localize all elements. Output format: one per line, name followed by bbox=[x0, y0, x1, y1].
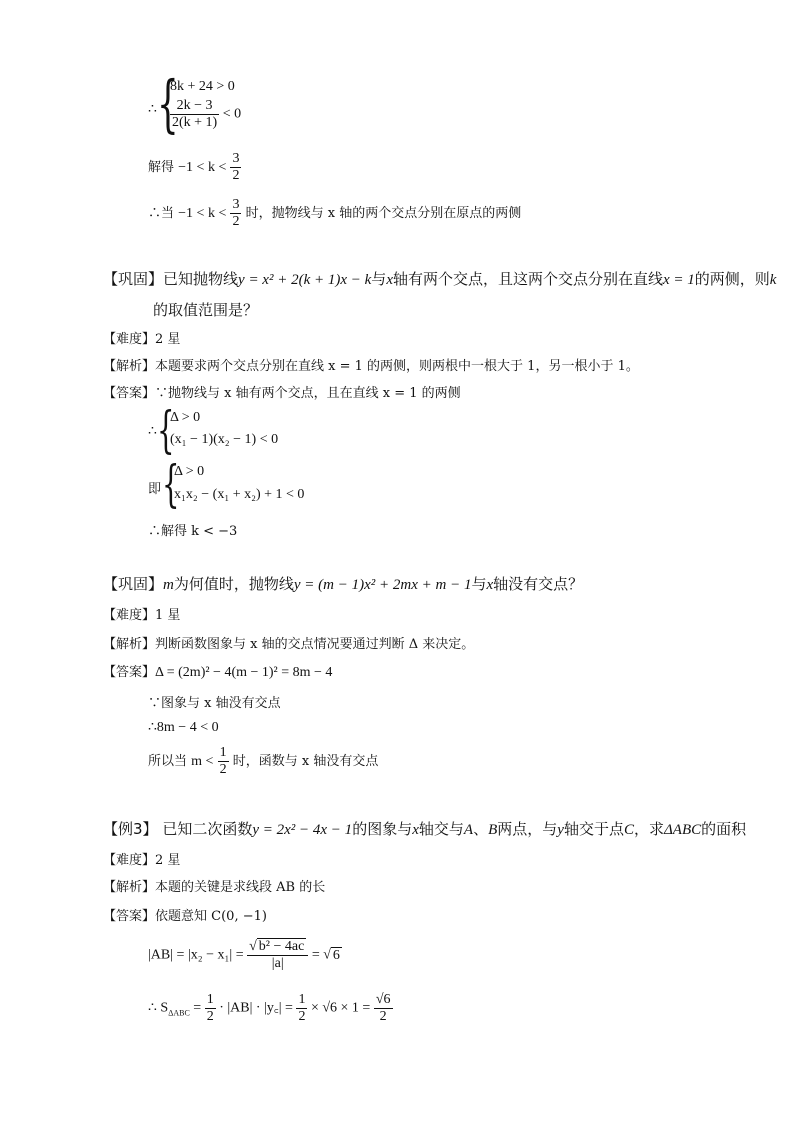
conclusion-frac-den: 2 bbox=[219, 762, 227, 777]
question-text: 的面积 bbox=[701, 820, 747, 838]
question-text: 已知抛物线 bbox=[163, 270, 239, 288]
system-brace: { bbox=[157, 401, 175, 459]
question-var: B bbox=[488, 822, 498, 838]
answer-text: ∵抛物线与 x 轴有两个交点，且在直线 x = 1 的两侧 bbox=[155, 386, 461, 401]
analysis-label: 【解析】 bbox=[103, 359, 156, 374]
namely-prefix: 即 bbox=[148, 482, 162, 497]
question-text: 、 bbox=[473, 820, 489, 838]
ab-denominator: |a| bbox=[247, 955, 308, 971]
answer-expression: Δ = (2m)² − 4(m − 1)² = 8m − 4 bbox=[155, 665, 333, 680]
conclusion-expression: −1 < k < bbox=[178, 206, 227, 221]
question-text: 轴没有交点？ bbox=[493, 575, 584, 593]
question-expression: y = x² + 2(k + 1)x − k bbox=[238, 272, 372, 288]
question-text: ，求 bbox=[633, 820, 664, 838]
question-var: x bbox=[412, 822, 419, 838]
analysis-text: 判断函数图象与 x 轴的交点情况要通过判断 Δ 来决定。 bbox=[155, 637, 475, 652]
solve-prefix: 解得 bbox=[148, 160, 175, 175]
question-text: 与 bbox=[471, 575, 487, 593]
answer-row bbox=[103, 905, 267, 924]
conclusion-frac-den: 2 bbox=[232, 214, 240, 229]
system-2-line-2: x₁x₂ − (x₁ + x₂) + 1 < 0 bbox=[174, 487, 305, 502]
conclusion-prefix: 所以当 bbox=[148, 754, 188, 769]
conclusion-line bbox=[148, 746, 378, 777]
system-1-line-1: Δ > 0 bbox=[170, 410, 201, 425]
area-frac-2-den: 2 bbox=[298, 1009, 306, 1024]
question-var: A bbox=[463, 822, 474, 838]
area-middle-2: × √6 × 1 = bbox=[310, 1000, 371, 1016]
question-expression: y = (m − 1)x² + 2mx + m − 1 bbox=[293, 577, 472, 593]
ab-result: 6 bbox=[332, 947, 340, 963]
therefore-symbol: ∴ bbox=[148, 423, 157, 439]
conclusion-text: 时，函数与 x 轴没有交点 bbox=[232, 754, 379, 769]
ab-length-formula: |AB| = |x₂ − x₁| = $\frac{\text{√ b² − 4ac}}{|a|}$ = √ 6 bbox=[148, 939, 340, 971]
answer-line-3: ∴8m − 4 < 0 bbox=[148, 720, 219, 735]
area-equals: = bbox=[193, 1000, 202, 1016]
question-line-1 bbox=[103, 268, 776, 289]
conclusion-expression: m < bbox=[191, 754, 214, 769]
difficulty-label: 【难度】 bbox=[103, 608, 156, 623]
answer-line-2: ∵图象与 x 轴没有交点 bbox=[148, 696, 281, 711]
conclusion-text: 时，抛物线与 x 轴的两个交点分别在原点的两侧 bbox=[245, 206, 522, 221]
difficulty-row bbox=[103, 849, 180, 868]
question-var: x bbox=[486, 577, 494, 593]
difficulty-value: 2 星 bbox=[155, 332, 181, 347]
analysis-row bbox=[103, 876, 325, 895]
question-text: 轴交与 bbox=[418, 820, 464, 838]
result-line: ∴解得 k < −3 bbox=[148, 524, 238, 539]
difficulty-label: 【难度】 bbox=[103, 332, 156, 347]
system-1-line-2: (x₁ − 1)(x₂ − 1) < 0 bbox=[170, 432, 279, 447]
question-var: ΔABC bbox=[663, 822, 702, 838]
inequality-1: 8k + 24 > 0 bbox=[170, 79, 235, 94]
analysis-row bbox=[103, 633, 474, 652]
question-text: 的两侧，则 bbox=[694, 270, 770, 288]
question-text: 两点，与 bbox=[497, 820, 558, 838]
area-frac-1-num: 1 bbox=[206, 992, 214, 1007]
question-var: m bbox=[163, 577, 174, 593]
conclusion-frac-num: 3 bbox=[232, 197, 240, 212]
difficulty-row bbox=[103, 328, 180, 347]
analysis-label: 【解析】 bbox=[103, 637, 156, 652]
question-expression: y = 2x² − 4x − 1 bbox=[252, 822, 353, 838]
area-frac-3-den: 2 bbox=[374, 1008, 393, 1024]
question-text: 为何值时，抛物线 bbox=[173, 575, 294, 593]
question-tag: 【巩固】 bbox=[103, 270, 164, 288]
answer-label: 【答案】 bbox=[103, 665, 156, 680]
difficulty-row bbox=[103, 604, 180, 623]
system-brace: { bbox=[157, 67, 179, 140]
difficulty-value: 1 星 bbox=[155, 608, 181, 623]
question-var: x bbox=[386, 272, 393, 288]
question-tag: 【巩固】 bbox=[103, 575, 164, 593]
analysis-row bbox=[103, 355, 639, 374]
conclusion-frac-num: 1 bbox=[219, 745, 227, 760]
area-frac-1-den: 2 bbox=[206, 1009, 214, 1024]
fraction-numerator: 2k − 3 bbox=[176, 98, 213, 113]
question-text: 已知二次函数 bbox=[162, 820, 253, 838]
analysis-text: 本题的关键是求线段 AB 的长 bbox=[155, 880, 326, 895]
question-var: y bbox=[557, 822, 564, 838]
inequality-tail: < 0 bbox=[222, 106, 242, 122]
solve-expression: −1 < k < bbox=[178, 160, 227, 175]
question-text: 与 bbox=[371, 270, 387, 288]
question-var: k bbox=[769, 272, 777, 288]
difficulty-label: 【难度】 bbox=[103, 853, 156, 868]
therefore-symbol: ∴ bbox=[148, 101, 157, 117]
system-2-line-1: Δ > 0 bbox=[174, 464, 205, 479]
solve-line bbox=[148, 152, 241, 183]
discriminant: b² − 4ac bbox=[258, 939, 305, 954]
area-middle: · |AB| · |y꜀| = bbox=[219, 1000, 293, 1016]
analysis-text: 本题要求两个交点分别在直线 x = 1 的两侧，则两根中一根大于 1，另一根小于 1。 bbox=[155, 359, 639, 374]
question-line bbox=[103, 573, 583, 594]
analysis-label: 【解析】 bbox=[103, 880, 156, 895]
area-formula bbox=[148, 993, 393, 1024]
answer-row bbox=[103, 661, 332, 681]
area-lhs: ∴ S bbox=[148, 1000, 169, 1016]
area-subscript: ΔABC bbox=[168, 1008, 190, 1018]
answer-row bbox=[103, 382, 461, 401]
question-text: 轴有两个交点，且这两个交点分别在直线 bbox=[392, 270, 663, 288]
area-frac-2-num: 1 bbox=[298, 992, 306, 1007]
question-line bbox=[103, 818, 746, 839]
question-text: 轴交于点 bbox=[563, 820, 624, 838]
answer-label: 【答案】 bbox=[103, 909, 156, 924]
conclusion-prefix: ∴当 bbox=[148, 206, 175, 221]
system-brace: { bbox=[162, 455, 180, 513]
question-line-2: 的取值范围是？ bbox=[153, 301, 259, 319]
fraction-denominator: 2(k + 1) bbox=[172, 115, 218, 130]
solve-frac-num: 3 bbox=[232, 151, 240, 166]
question-var: C bbox=[623, 822, 634, 838]
inequality-2 bbox=[170, 99, 241, 130]
solve-frac-den: 2 bbox=[232, 168, 240, 183]
conclusion-line bbox=[148, 198, 521, 229]
difficulty-value: 2 星 bbox=[155, 853, 181, 868]
area-frac-3-num: √6 bbox=[375, 992, 391, 1007]
question-tag: 【例3】 bbox=[103, 820, 158, 838]
answer-label: 【答案】 bbox=[103, 386, 156, 401]
answer-text: 依题意知 C(0, −1) bbox=[155, 909, 267, 924]
ab-equals: = bbox=[311, 947, 320, 963]
question-line-eq: x = 1 bbox=[663, 272, 695, 288]
question-text: 的图象与 bbox=[352, 820, 413, 838]
ab-lhs: |AB| = |x₂ − x₁| = bbox=[148, 947, 244, 963]
